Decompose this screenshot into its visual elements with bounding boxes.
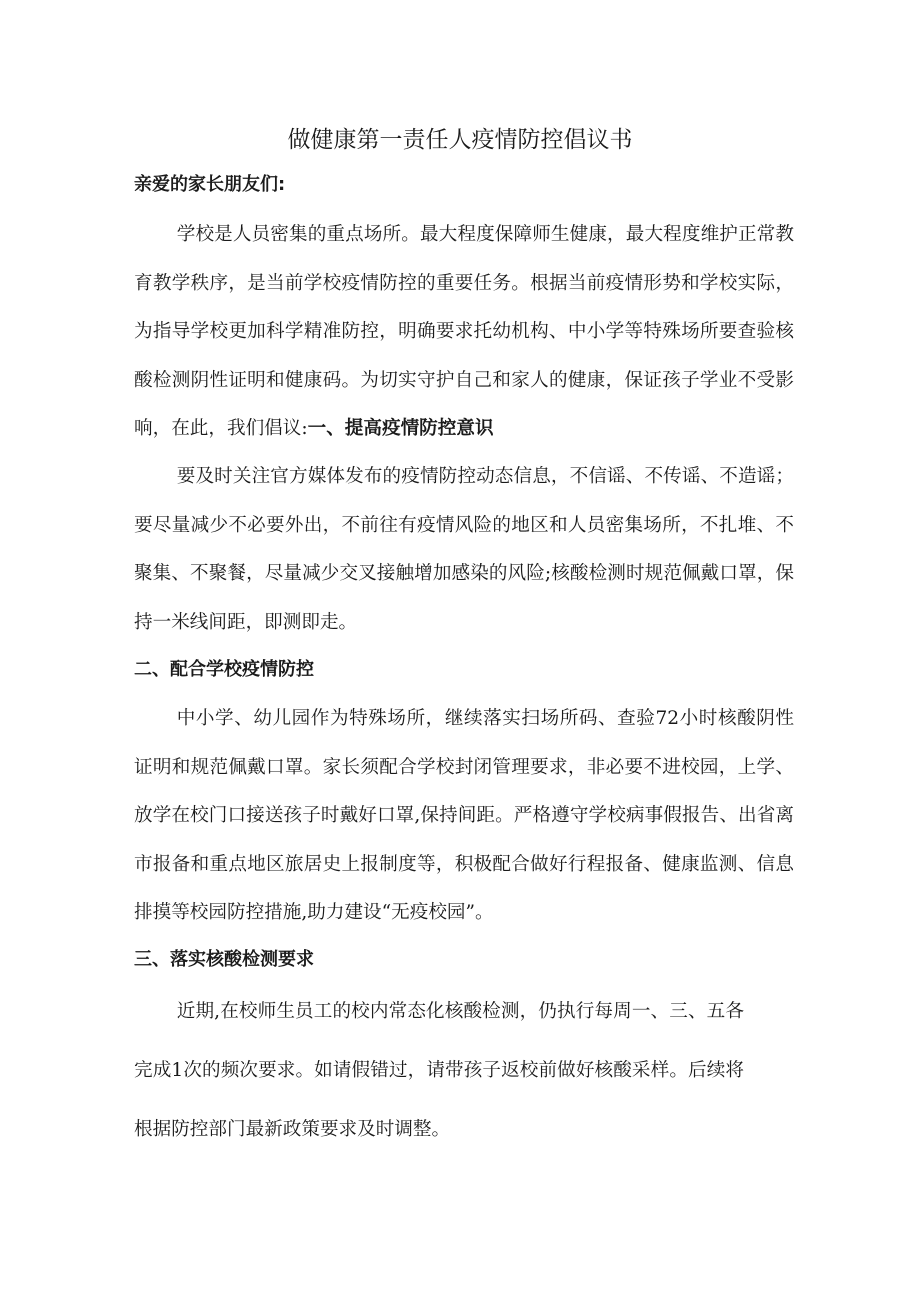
paragraph-intro-text: 学校是人员密集的重点场所。最大程度保障师生健康，最大程度维护正常教育教学秩序，是当前学校疫情防控的重要任务。根据当前疫情形势和学校实际，为指导学校更加科学精准防控，明确要求托幼机构、中小学等特殊场所要查验核酸检测阴性证明和健康码。为切实守护自己和家人的健康，保证孩子学业不受影响，在此，我们倡议: [134,224,794,439]
document-title: 做健康第一责任人疫情防控倡议书 [287,127,633,153]
paragraph-section-2: 中小学、幼儿园作为特殊场所，继续落实扫场所码、查验72小时核酸阴性证明和规范佩戴口罩。家长须配合学校封闭管理要求，非必要不进校园，上学、放学在校门口接送孩子时戴好口罩,保持间距。严格遵守学校病事假报告、出省离市报备和重点地区旅居史上报制度等，积极配合做好行程报备、健康监测、信息排摸等校园防控措施,助力建设“无疫校园”。 [134,708,794,923]
paragraph-intro [134,211,794,454]
section-heading-1: 一、提高疫情防控意识 [307,418,494,439]
section-heading-3: 三、落实核酸检测要求 [134,949,314,970]
paragraph-section-1: 要及时关注官方媒体发布的疫情防控动态信息，不信谣、不传谣、不造谣；要尽量减少不必要外出，不前往有疫情风险的地区和人员密集场所，不扎堆、不聚集、不聚餐，尽量减少交叉接触增加感染的风险;核酸检测时规范佩戴口罩，保持一米线间距，即测即走。 [134,466,794,633]
salutation: 亲爱的家长朋友们: [134,174,286,195]
section-heading-2: 二、配合学校疫情防控 [134,659,314,680]
paragraph-section-3: 近期,在校师生员工的校内常态化核酸检测，仍执行每周一、三、五各完成1次的频次要求。如请假错过，请带孩子返校前做好核酸采样。后续将根据防控部门最新政策要求及时调整。 [134,1001,744,1140]
